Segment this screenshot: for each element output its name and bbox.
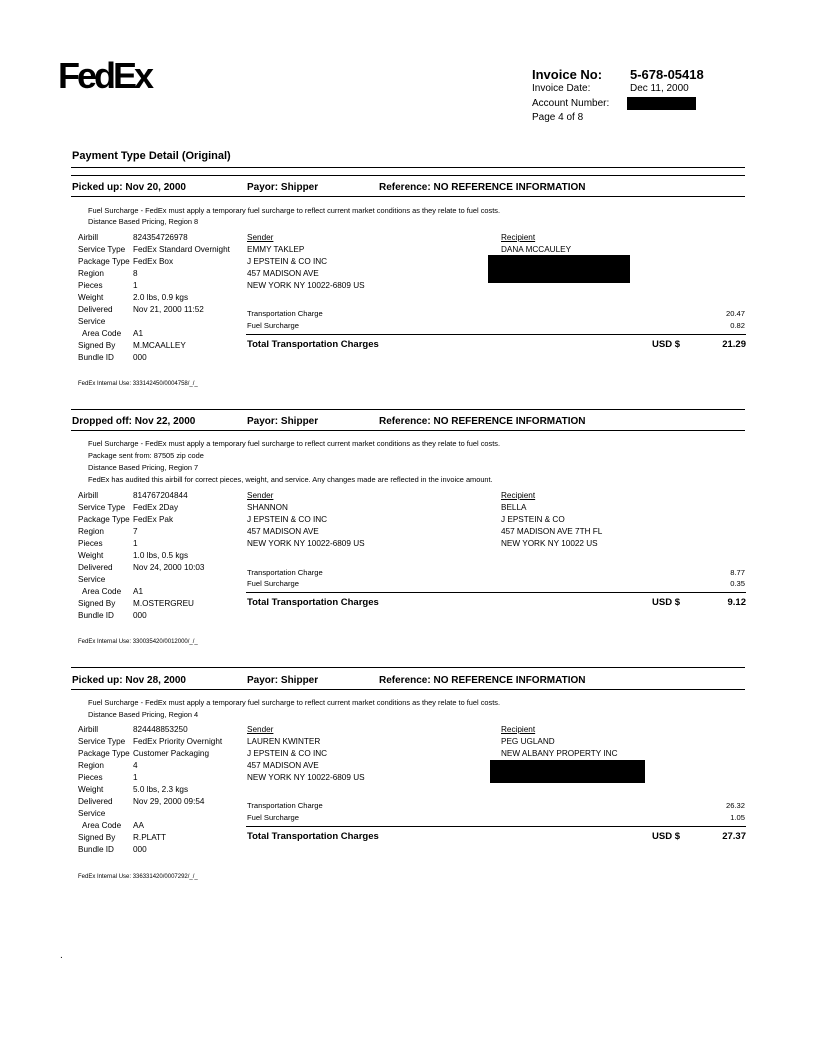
delivered-label: Delivered: [78, 305, 113, 314]
pieces-value: 1: [133, 539, 138, 548]
sender-line: NEW YORK NY 10022-6809 US: [247, 281, 365, 290]
region-value: 8: [133, 269, 138, 278]
weight-label: Weight: [78, 551, 104, 560]
sender-label: Sender: [247, 233, 274, 242]
fuel-surcharge-value: 1.05: [730, 813, 745, 822]
signed-by-value: R.PLATT: [133, 833, 167, 842]
region-value: 4: [133, 761, 138, 770]
account-number-redaction: [627, 97, 696, 110]
pieces-label: Pieces: [78, 281, 103, 290]
delivered-value: Nov 21, 2000 11:52: [133, 305, 204, 314]
shipment-top-rule: [71, 175, 745, 176]
invoice-date: Dec 11, 2000: [630, 83, 689, 94]
package-type-label: Package Type: [78, 257, 130, 266]
airbill-label: Airbill: [78, 725, 99, 734]
area-code-label: Area Code: [82, 587, 122, 596]
shipment-event: Picked up: Nov 28, 2000: [72, 675, 186, 686]
sender-line: LAUREN KWINTER: [247, 737, 321, 746]
shipment-event: Dropped off: Nov 22, 2000: [72, 416, 196, 427]
signed-by-label: Signed By: [78, 833, 116, 842]
region-value: 7: [133, 527, 138, 536]
package-type-label: Package Type: [78, 515, 130, 524]
shipment-note: Fuel Surcharge - FedEx must apply a temporary fuel surcharge to reflect current market conditions as they relate to fuel costs.: [88, 698, 501, 707]
signed-by-label: Signed By: [78, 341, 116, 350]
internal-use: FedEx Internal Use: 333142450/0004758/_/_: [78, 381, 198, 387]
shipment-event: Picked up: Nov 20, 2000: [72, 182, 186, 193]
region-label: Region: [78, 527, 104, 536]
recipient-line: 457 MADISON AVE 7TH FL: [501, 527, 603, 536]
signed-by-value: M.MCAALLEY: [133, 341, 186, 350]
pieces-label: Pieces: [78, 773, 103, 782]
service-type-label: Service Type: [78, 245, 126, 254]
service-label: Service: [78, 575, 106, 584]
shipment-top-rule: [71, 667, 745, 668]
total-label: Total Transportation Charges: [247, 597, 379, 608]
fedex-logo: [58, 55, 152, 96]
logo-text: FedEx: [58, 55, 152, 96]
service-type-value: FedEx 2Day: [133, 503, 179, 512]
package-type-label: Package Type: [78, 749, 130, 758]
bundle-id-value: 000: [133, 845, 147, 854]
bundle-id-label: Bundle ID: [78, 845, 114, 854]
transportation-charge-label: Transportation Charge: [247, 309, 323, 318]
region-label: Region: [78, 761, 104, 770]
recipient-line: J EPSTEIN & CO: [501, 515, 565, 524]
area-code-value: AA: [133, 821, 144, 830]
recipient-label: Recipient: [501, 725, 536, 734]
invoice-no: 5-678-05418: [630, 67, 704, 82]
recipient-line: DANA MCCAULEY: [501, 245, 572, 254]
sender-line: 457 MADISON AVE: [247, 269, 319, 278]
recipient-redaction: [490, 760, 645, 783]
charges-rule: [246, 592, 746, 593]
area-code-label: Area Code: [82, 821, 122, 830]
account-number-label: Account Number:: [532, 98, 610, 109]
shipment-reference: Reference: NO REFERENCE INFORMATION: [379, 182, 586, 193]
total-value: 9.12: [727, 597, 746, 608]
invoice-date-label: Invoice Date:: [532, 83, 591, 94]
internal-use: FedEx Internal Use: 336331420/0007292/_/_: [78, 874, 198, 880]
total-label: Total Transportation Charges: [247, 339, 379, 350]
sender-line: J EPSTEIN & CO INC: [247, 749, 328, 758]
sender-line: 457 MADISON AVE: [247, 761, 319, 770]
sender-line: J EPSTEIN & CO INC: [247, 257, 328, 266]
bundle-id-label: Bundle ID: [78, 353, 114, 362]
sender-label: Sender: [247, 491, 274, 500]
region-label: Region: [78, 269, 104, 278]
shipment-top-rule: [71, 409, 745, 410]
service-type-value: FedEx Standard Overnight: [133, 245, 230, 254]
delivered-value: Nov 29, 2000 09:54: [133, 797, 205, 806]
total-label: Total Transportation Charges: [247, 831, 379, 842]
shipment-payor: Payor: Shipper: [247, 182, 319, 193]
section-divider: [71, 167, 745, 168]
shipment-reference: Reference: NO REFERENCE INFORMATION: [379, 416, 586, 427]
shipment-reference: Reference: NO REFERENCE INFORMATION: [379, 675, 586, 686]
delivered-label: Delivered: [78, 797, 113, 806]
shipment-payor: Payor: Shipper: [247, 675, 319, 686]
package-type-value: FedEx Pak: [133, 515, 174, 524]
sender-line: SHANNON: [247, 503, 288, 512]
shipment-note: Fuel Surcharge - FedEx must apply a temporary fuel surcharge to reflect current market conditions as they relate to fuel costs.: [88, 439, 501, 448]
delivered-label: Delivered: [78, 563, 113, 572]
sender-label: Sender: [247, 725, 274, 734]
package-type-value: FedEx Box: [133, 257, 174, 266]
bundle-id-label: Bundle ID: [78, 611, 114, 620]
pieces-label: Pieces: [78, 539, 103, 548]
recipient-label: Recipient: [501, 491, 536, 500]
area-code-value: A1: [133, 587, 144, 596]
charges-rule: [246, 334, 746, 335]
service-label: Service: [78, 809, 106, 818]
fuel-surcharge-label: Fuel Surcharge: [247, 813, 299, 822]
airbill-value: 814767204844: [133, 491, 188, 500]
total-currency: USD $: [652, 339, 680, 350]
transportation-charge-value: 8.77: [730, 568, 745, 577]
invoice-no-label: Invoice No:: [532, 67, 603, 82]
fuel-surcharge-value: 0.82: [730, 321, 745, 330]
shipment-header-rule: [71, 430, 745, 431]
shipment-payor: Payor: Shipper: [247, 416, 319, 427]
recipient-redaction: [488, 255, 630, 283]
shipment-note: Distance Based Pricing, Region 4: [88, 710, 199, 719]
transportation-charge-value: 26.32: [725, 801, 745, 810]
shipment-note: Package sent from: 87505 zip code: [88, 451, 204, 460]
service-type-label: Service Type: [78, 737, 126, 746]
page-indicator: Page 4 of 8: [532, 112, 584, 123]
bundle-id-value: 000: [133, 611, 147, 620]
transportation-charge-label: Transportation Charge: [247, 801, 323, 810]
sender-line: 457 MADISON AVE: [247, 527, 319, 536]
total-currency: USD $: [652, 831, 680, 842]
recipient-line: PEG UGLAND: [501, 737, 555, 746]
weight-label: Weight: [78, 785, 104, 794]
transportation-charge-label: Transportation Charge: [247, 568, 323, 577]
fuel-surcharge-label: Fuel Surcharge: [247, 579, 299, 588]
airbill-value: 824354726978: [133, 233, 188, 242]
service-type-value: FedEx Priority Overnight: [133, 737, 223, 746]
airbill-label: Airbill: [78, 233, 99, 242]
service-label: Service: [78, 317, 106, 326]
pieces-value: 1: [133, 281, 138, 290]
fuel-surcharge-value: 0.35: [730, 579, 745, 588]
sender-line: NEW YORK NY 10022-6809 US: [247, 773, 365, 782]
airbill-value: 824448853250: [133, 725, 188, 734]
recipient-label: Recipient: [501, 233, 536, 242]
area-code-label: Area Code: [82, 329, 122, 338]
internal-use: FedEx Internal Use: 330035420/0012000/_/_: [78, 639, 198, 645]
service-type-label: Service Type: [78, 503, 126, 512]
package-type-value: Customer Packaging: [133, 749, 209, 758]
total-value: 21.29: [722, 339, 746, 350]
shipment-header-rule: [71, 689, 745, 690]
signed-by-value: M.OSTERGREU: [133, 599, 194, 608]
shipment-note: Distance Based Pricing, Region 7: [88, 463, 199, 472]
area-code-value: A1: [133, 329, 144, 338]
footer-mark: .: [60, 950, 63, 961]
total-currency: USD $: [652, 597, 680, 608]
sender-line: EMMY TAKLEP: [247, 245, 305, 254]
bundle-id-value: 000: [133, 353, 147, 362]
fuel-surcharge-label: Fuel Surcharge: [247, 321, 299, 330]
weight-value: 5.0 lbs, 2.3 kgs: [133, 785, 189, 794]
transportation-charge-value: 20.47: [725, 309, 745, 318]
shipment-note: Fuel Surcharge - FedEx must apply a temporary fuel surcharge to reflect current market conditions as they relate to fuel costs.: [88, 206, 501, 215]
weight-value: 2.0 lbs, 0.9 kgs: [133, 293, 189, 302]
section-title: Payment Type Detail (Original): [72, 150, 231, 162]
total-value: 27.37: [722, 831, 746, 842]
shipment-note: Distance Based Pricing, Region 8: [88, 217, 199, 226]
weight-value: 1.0 lbs, 0.5 kgs: [133, 551, 189, 560]
shipment-header-rule: [71, 196, 745, 197]
airbill-label: Airbill: [78, 491, 99, 500]
sender-line: NEW YORK NY 10022-6809 US: [247, 539, 365, 548]
delivered-value: Nov 24, 2000 10:03: [133, 563, 205, 572]
recipient-line: NEW YORK NY 10022 US: [501, 539, 598, 548]
pieces-value: 1: [133, 773, 138, 782]
weight-label: Weight: [78, 293, 104, 302]
shipment-note: FedEx has audited this airbill for correct pieces, weight, and service. Any changes made are reflected in the invoice amount.: [88, 475, 493, 484]
recipient-line: NEW ALBANY PROPERTY INC: [501, 749, 618, 758]
sender-line: J EPSTEIN & CO INC: [247, 515, 328, 524]
charges-rule: [246, 826, 746, 827]
signed-by-label: Signed By: [78, 599, 116, 608]
recipient-line: BELLA: [501, 503, 527, 512]
